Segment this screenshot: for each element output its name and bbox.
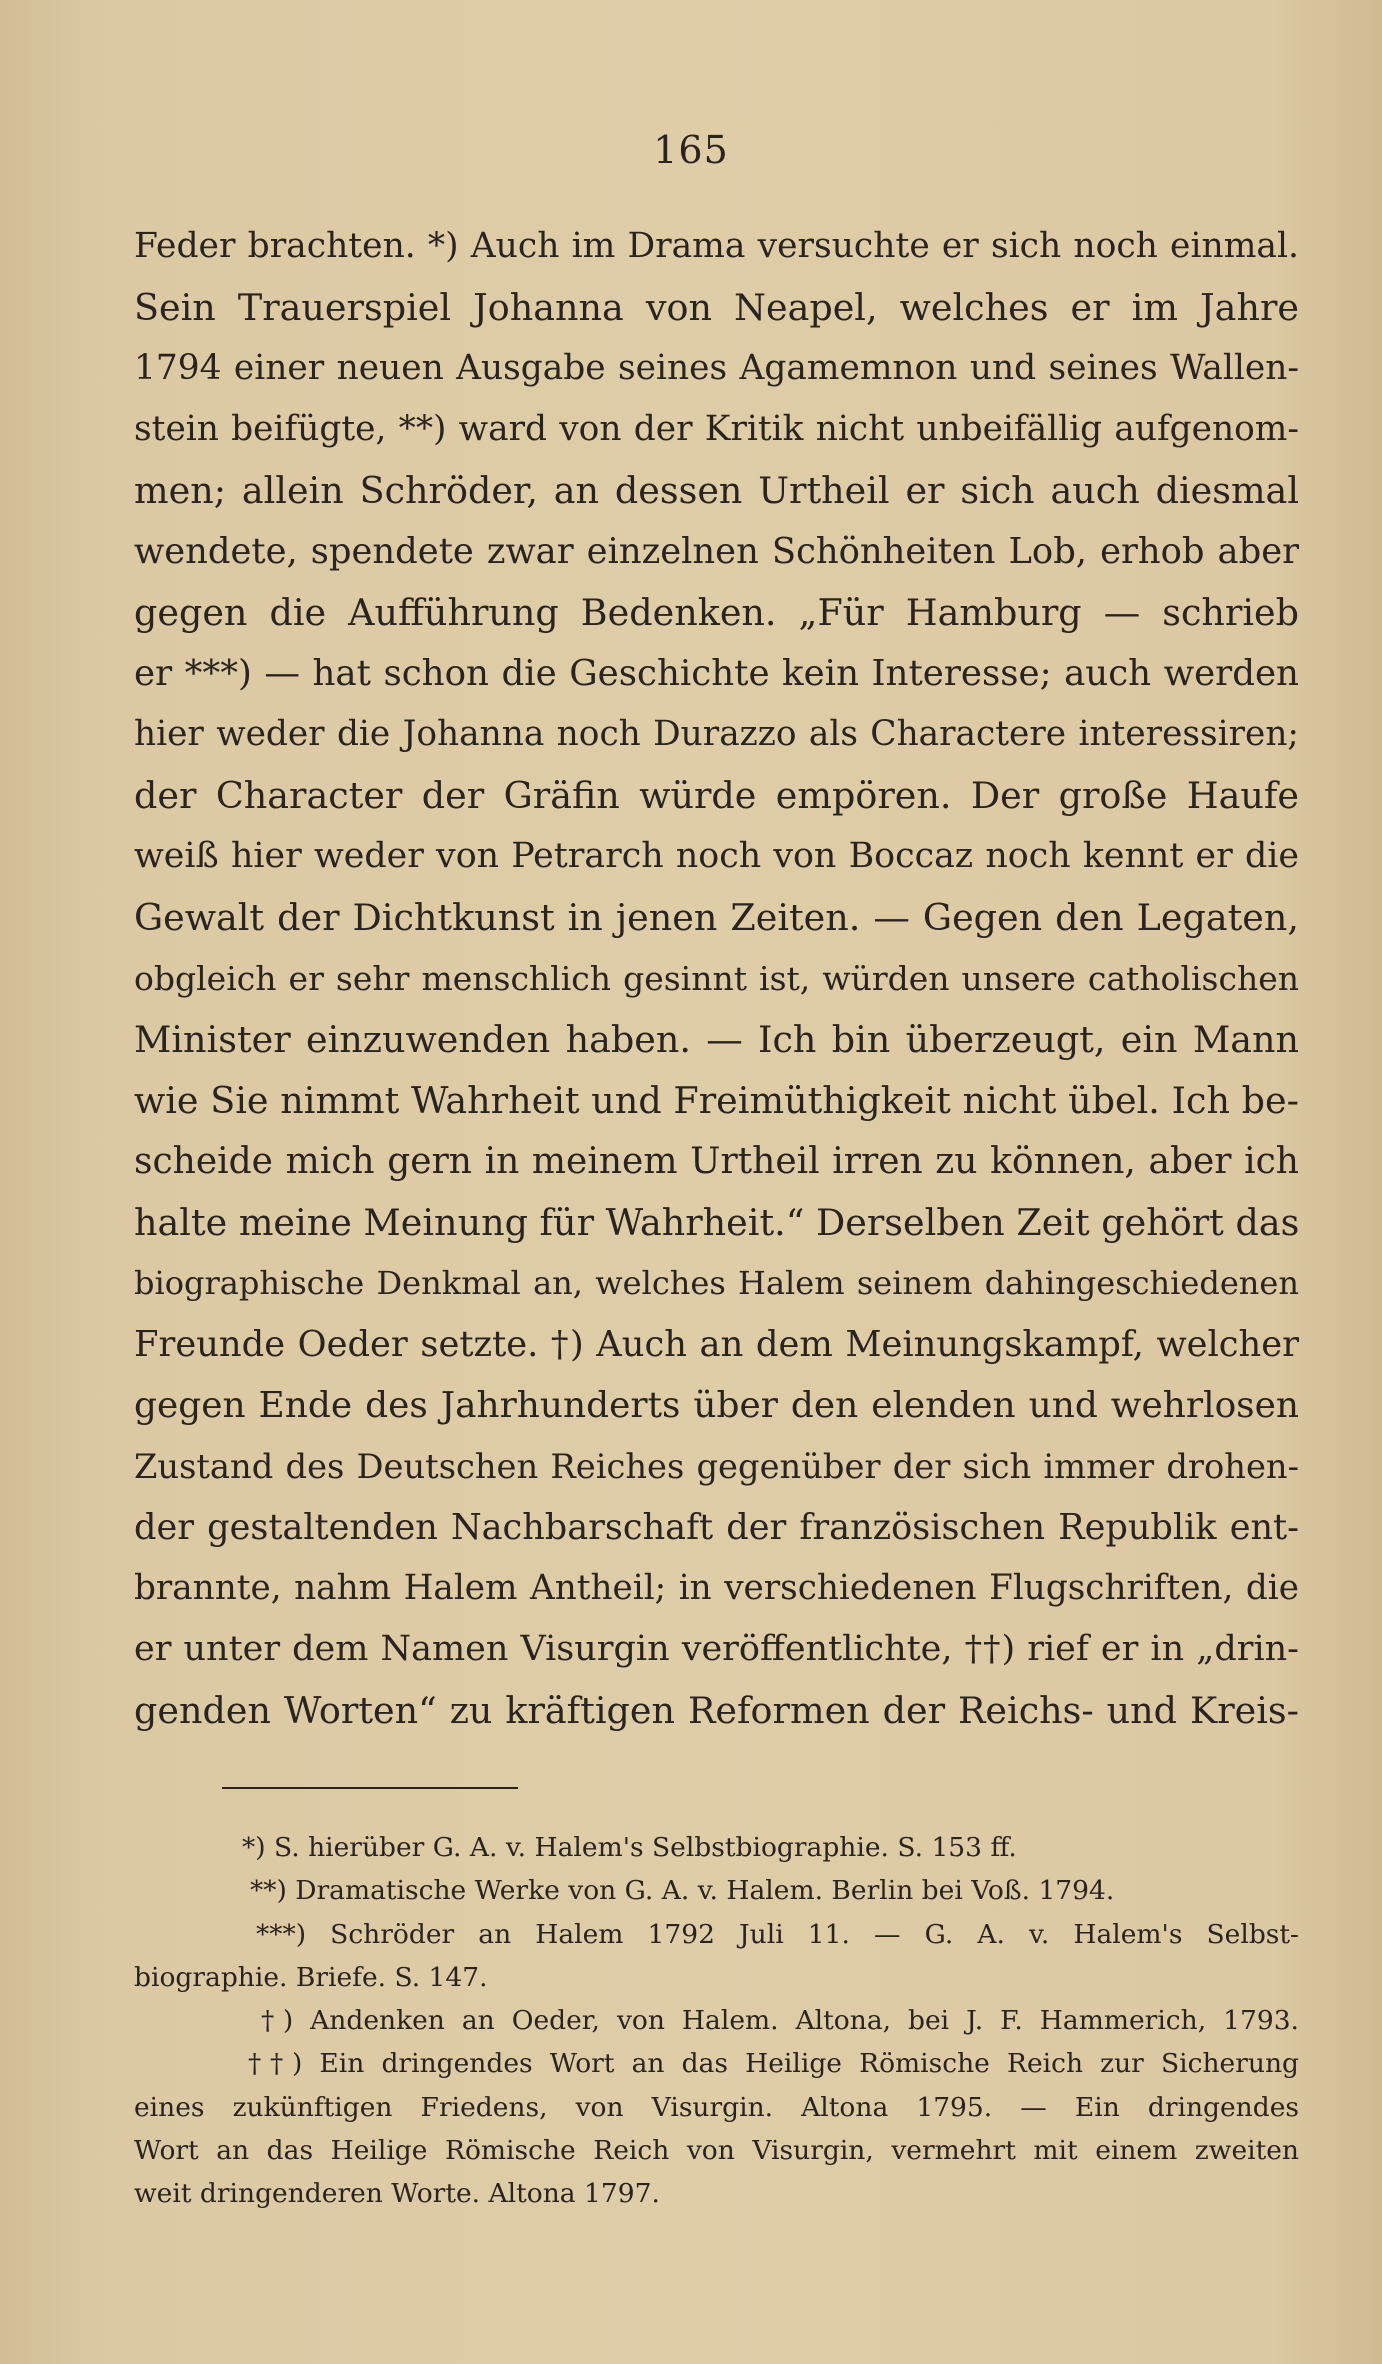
body-line: Freunde Oeder setzte. †) Auch an dem Meinungskampf, welcher — [134, 1324, 1299, 1365]
body-line: er ***) — hat schon die Geschichte kein Interesse; auch werden — [134, 653, 1299, 694]
body-line: gegen Ende des Jahrhunderts über den elenden und wehrlosen — [134, 1385, 1299, 1426]
body-line: wendete, spendete zwar einzelnen Schönheiten Lob, erhob aber — [134, 531, 1299, 572]
footnote-continuation: weit dringenderen Worte. Altona 1797. — [134, 2178, 660, 2210]
body-line: halte meine Meinung für Wahrheit.“ Derselben Zeit gehört das — [134, 1201, 1300, 1244]
body-line: 1794 einer neuen Ausgabe seines Agamemnon und seines Wallen- — [134, 348, 1299, 388]
page-number: 165 — [653, 128, 729, 172]
body-line: Zustand des Deutschen Reiches gegenüber der sich immer drohen- — [134, 1447, 1299, 1486]
body-line: weiß hier weder von Petrarch noch von Boccaz noch kennt er die — [134, 836, 1299, 876]
footnote-divider — [222, 1787, 518, 1789]
body-line: Sein Trauerspiel Johanna von Neapel, welches er im Jahre — [134, 286, 1299, 329]
body-line: der Character der Gräfin würde empören. Der große Haufe — [134, 774, 1299, 817]
footnote-continuation: eines zukünftigen Friedens, von Visurgin. Altona 1795. — Ein dringendes — [134, 2091, 1299, 2123]
body-line: obgleich er sehr menschlich gesinnt ist, würden unsere catholischen — [134, 959, 1299, 998]
body-line: scheide mich gern in meinem Urtheil irren zu können, aber ich — [134, 1141, 1299, 1182]
body-line: Minister einzuwenden haben. — Ich bin überzeugt, ein Mann — [134, 1018, 1299, 1061]
footnote-continuation: Wort an das Heilige Römische Reich von Visurgin, vermehrt mit einem zweiten — [134, 2135, 1299, 2167]
body-line: hier weder die Johanna noch Durazzo als Charactere interessiren; — [134, 714, 1299, 754]
body-text — [134, 216, 1299, 1741]
body-line: men; allein Schröder, an dessen Urtheil er sich auch diesmal — [134, 469, 1299, 512]
body-line: stein beifügte, **) ward von der Kritik nicht unbeifällig aufgenom- — [134, 409, 1299, 449]
body-line: der gestaltenden Nachbarschaft der französischen Republik ent- — [134, 1507, 1299, 1548]
footnote: ***) Schröder an Halem 1792 Juli 11. — G. A. v. Halem's Selbst- — [256, 1918, 1299, 1950]
body-line: Feder brachten. *) Auch im Drama versuchte er sich noch einmal. — [134, 226, 1299, 266]
body-line: Gewalt der Dichtkunst in jenen Zeiten. — Gegen den Legaten, — [134, 896, 1299, 939]
body-line: gegen die Aufführung Bedenken. „Für Hamburg — schrieb — [134, 591, 1299, 634]
body-line: er unter dem Namen Visurgin veröffentlichte, ††) rief er in „drin- — [134, 1629, 1299, 1669]
body-line: genden Worten“ zu kräftigen Reformen der Reichs- und Kreis- — [134, 1689, 1299, 1732]
footnotes — [134, 1826, 1299, 2216]
body-line: wie Sie nimmt Wahrheit und Freimüthigkeit nicht übel. Ich be- — [134, 1079, 1299, 1122]
body-line: brannte, nahm Halem Antheil; in verschiedenen Flugschriften, die — [134, 1568, 1299, 1608]
footnote: †) Andenken an Oeder, von Halem. Altona, bei J. F. Hammerich, 1793. — [261, 2005, 1299, 2037]
footnote: ††) Ein dringendes Wort an das Heilige Römische Reich zur Sicherung — [248, 2048, 1299, 2080]
footnote: *) S. hierüber G. A. v. Halem's Selbstbiographie. S. 153 ff. — [242, 1832, 1017, 1863]
body-line: biographische Denkmal an, welches Halem seinem dahingeschiedenen — [134, 1264, 1299, 1302]
footnote-continuation: biographie. Briefe. S. 147. — [134, 1961, 488, 1993]
footnote: **) Dramatische Werke von G. A. v. Halem. Berlin bei Voß. 1794. — [250, 1875, 1115, 1907]
